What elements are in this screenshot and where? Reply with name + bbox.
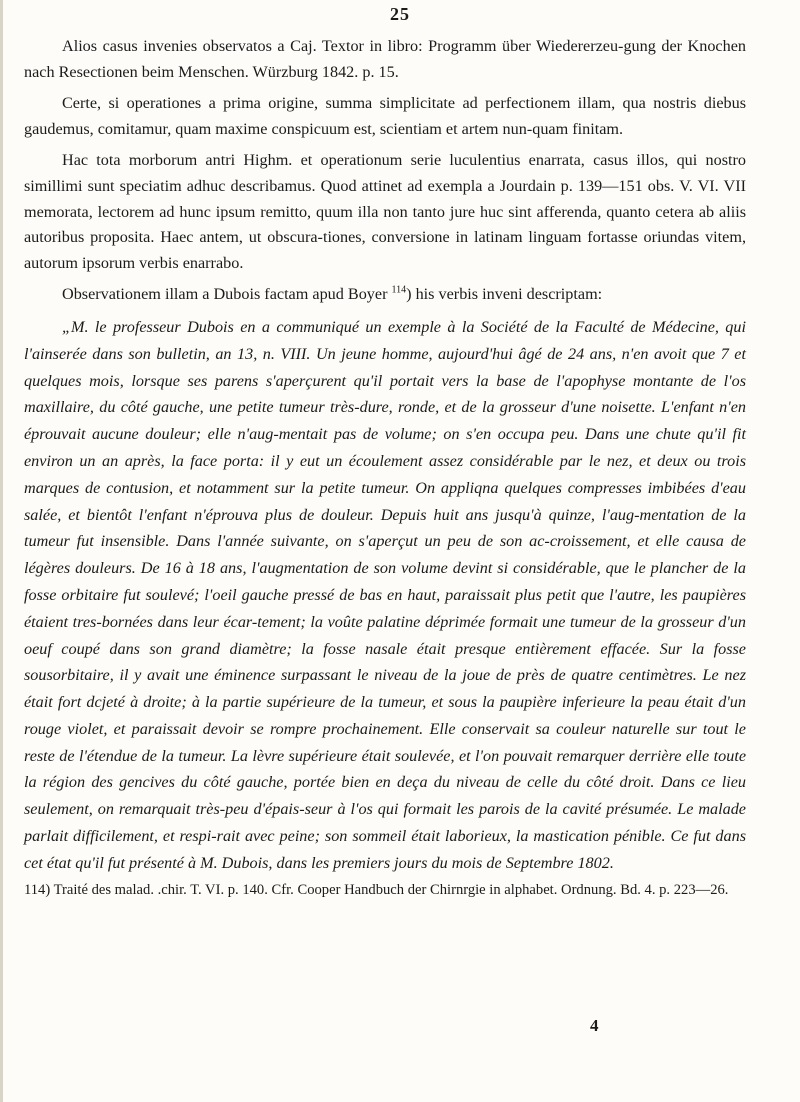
observation-intro-text: Observationem illam a Dubois factam apud Boyer	[62, 285, 388, 304]
signature-mark: 4	[590, 1016, 599, 1035]
paragraph-operations: Certe, si operationes a prima origine, summa simplicitate ad perfectionem illam, qua nostris diebus gaudemus, comitamur, quam maxime conspicuum est, scientiam et artem nun-quam finitam.	[24, 94, 746, 138]
page-edge	[0, 0, 3, 1102]
page-number: 25	[390, 4, 410, 24]
paragraph-highmore-series: Hac tota morborum antri Highm. et operationum serie luculentius enarrata, casus illos, qui nostro simillimi sunt speciatim adhuc describamus. Quod attinet ad exempla a Jourdain p. 139—151 obs. V. VI. VII memorata, lectorem ad hunc ipsum remitto, quum illa non tanto jure huc sint afferenda, quanto cetera ab aliis autoribus proposita. Haec antem, ut obscura-tiones, conversione in latinam linguam fortasse oriundas vitem, autorum ipsorum verbis enarrabo.	[24, 151, 746, 272]
paragraph-observation-intro	[24, 282, 746, 308]
observation-intro-tail: ) his verbis inveni descriptam:	[406, 285, 603, 304]
footnote-114: 114) Traité des malad. .chir. T. VI. p. 140. Cfr. Cooper Handbuch der Chirnrgie in alphabet. Ordnung. Bd. 4. p. 223—26.	[24, 881, 729, 898]
footnote-reference[interactable]: 114	[391, 284, 407, 296]
paragraph-textor-reference: Alios casus invenies observatos a Caj. Textor in libro: Programm über Wiedererzeu-gung der Knochen nach Resectionen beim Menschen. Würzburg 1842. p. 15.	[24, 37, 746, 81]
dubois-quotation: „M. le professeur Dubois en a communiqué un exemple à la Société de la Faculté de Médecine, qui l'ainserée dans son bulletin, an 13, n. VIII. Un jeune homme, aujourd'hui âgé de 24 ans, n'en avoit que 7 et quelques mois, lorsque ses parens s'aperçurent qu'il portait vers la base de l'apophyse montante de l'os maxillaire, du côté gauche, une petite tumeur très-dure, ronde, et de la grosseur d'une noisette. L'enfant n'en éprouvait aucune douleur; elle n'aug-mentait pas de volume; on s'en occupa peu. Dans une chute qu'il fit environ un an après, la face porta: il y eut un écoulement assez considérable par le nez, et deux ou trois marques de contusion, et notamment sur la petite tumeur. On appliqna quelques compresses imbibées d'eau salée, et bientôt l'enfant n'éprouva plus de douleur. Depuis huit ans jusqu'à quinze, l'aug-mentation de la tumeur fut insensible. Dans l'année suivante, on s'aperçut un peu de son ac-croissement, et elle causa de légères douleurs. De 16 à 18 ans, l'augmentation de son volume devint si considérable, que le plancher de la fosse orbitaire fut soulevé; l'oeil gauche pressé de bas en haut, paraissait plus petit que l'autre, les paupières étaient tres-bornées dans leur écar-tement; la voûte palatine déprimée formait une tumeur de la grosseur d'un oeuf coupé dans son grand diamètre; la fosse nasale était presque entièrement effacée. Sur la fosse sousorbitaire, il y avait une éminence surpassant le niveau de la joue de près de quatre centimètres. Le nez était fort dcjeté à droite; à la partie supérieure de la tumeur, et sous la paupière inferieure la peau était d'un rouge violet, et paraissait devoir se rompre prochainement. Elle conservait sa couleur naturelle sur tout le reste de l'étendue de la tumeur. La lèvre supérieure était soulevée, et l'on pouvait remarquer derrière elle toute la région des gencives du côté gauche, portée bien en deça du niveau de celle du côté droit. Dans ce lieu seulement, on remarquait très-peu d'épais-seur à l'os qui formait les parois de la cavité présumée. Le malade parlait difficilement, et respi-rait avec peine; son sommeil était laborieux, la mastication pénible. Ce fut dans cet état qu'il fut présenté à M. Dubois, dans les premiers jours du mois de Septembre 1802.	[24, 317, 746, 872]
page-body	[24, 34, 746, 900]
